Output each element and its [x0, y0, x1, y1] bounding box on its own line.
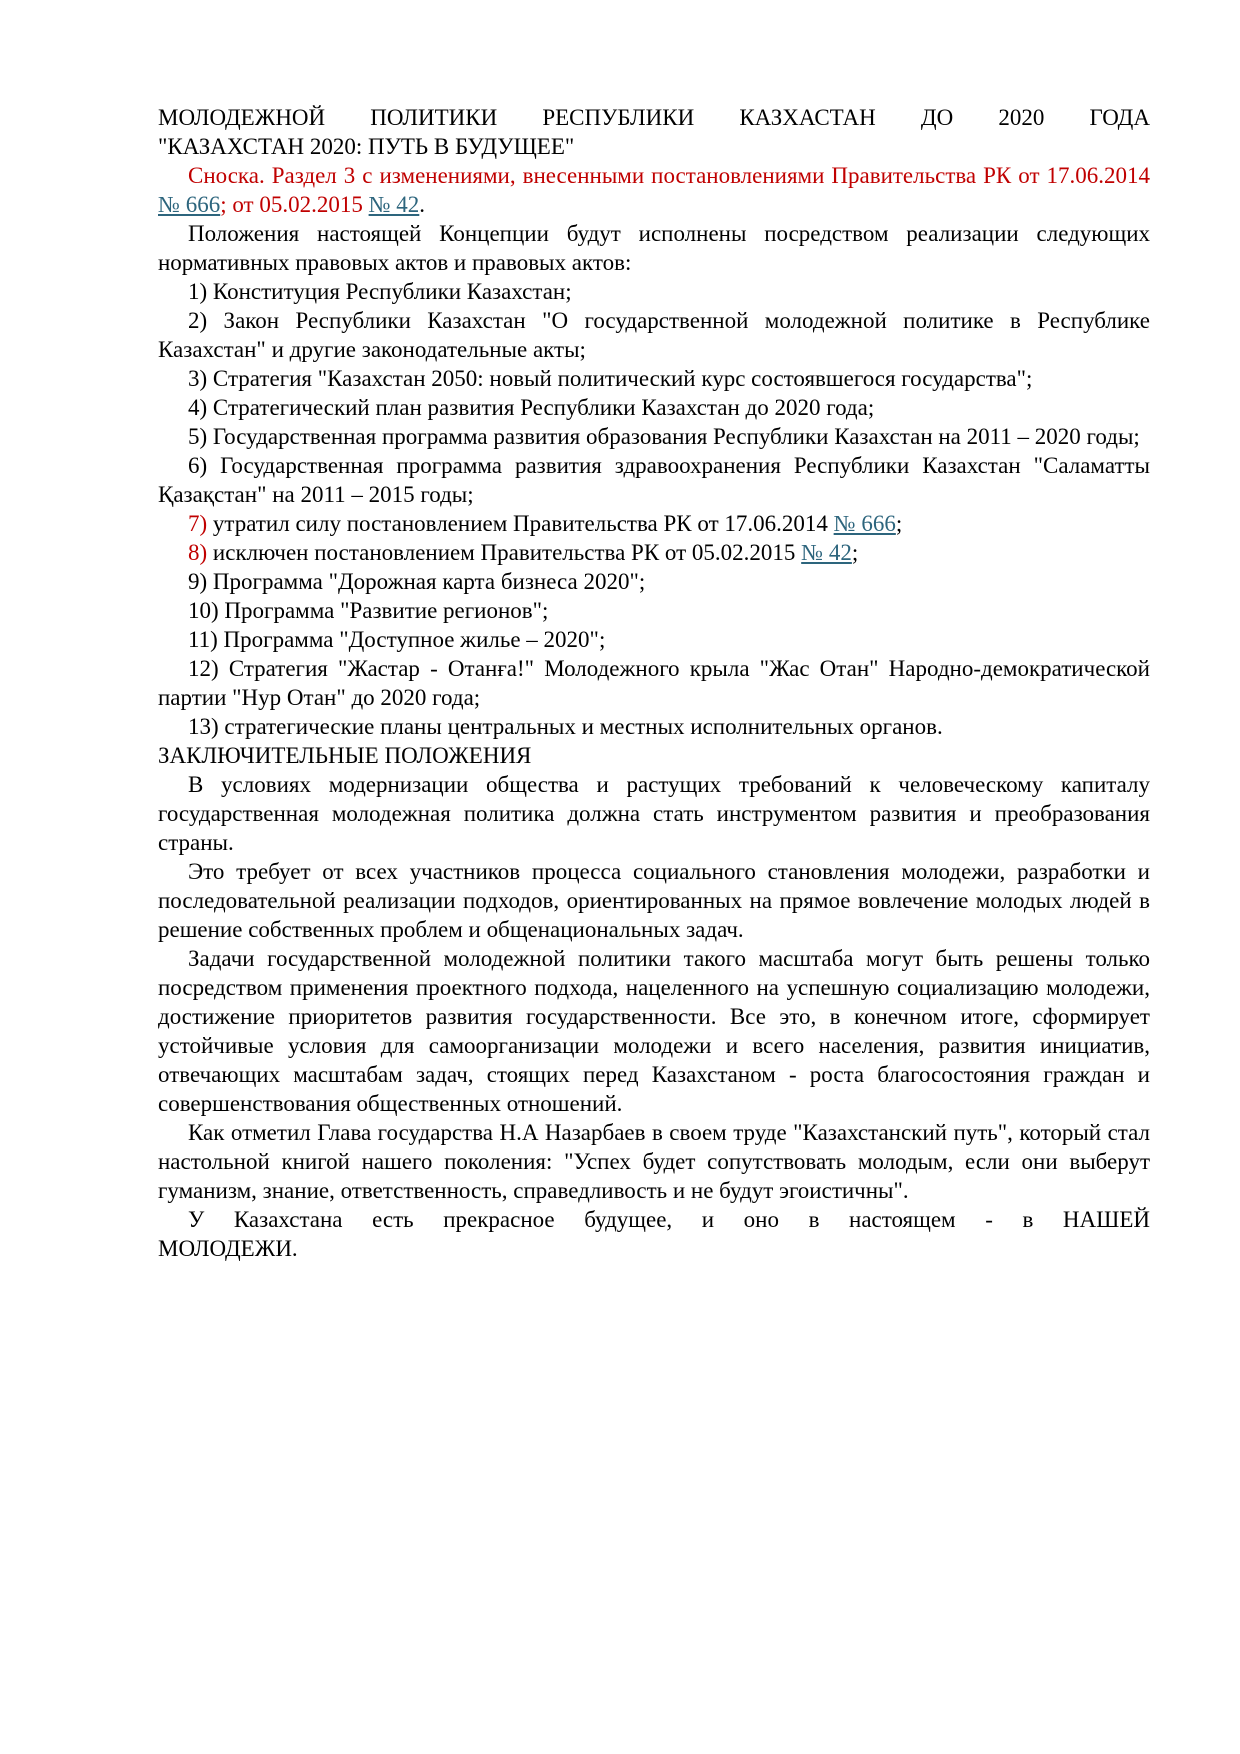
list-item-11: [158, 625, 1150, 654]
text-segment: ; от 05.02.2015: [220, 192, 369, 217]
list-item-1: [158, 277, 1150, 306]
text-segment: Сноска. Раздел 3 с изменениями, внесенными постановлениями Правительства РК от 17.06.2014: [188, 163, 1150, 188]
text-segment: 6) Государственная программа развития здравоохранения Республики Казахстан "Саламатты Қазақстан" на 2011 – 2015 годы;: [158, 453, 1150, 507]
text-segment: 11) Программа "Доступное жилье – 2020";: [188, 627, 606, 652]
list-item-9: [158, 567, 1150, 596]
footnote: [158, 161, 1150, 219]
document-body: [158, 103, 1150, 1263]
text-segment: 4) Стратегический план развития Республики Казахстан до 2020 года;: [188, 395, 875, 420]
paragraph-future-line-2: [158, 1234, 1150, 1263]
list-item-7: [158, 509, 1150, 538]
text-segment: ;: [851, 540, 859, 565]
list-item-6: [158, 451, 1150, 509]
paragraph-future-line-1: [158, 1205, 1150, 1234]
text-segment: исключен постановлением Правительства РК от 05.02.2015: [207, 540, 802, 565]
text-segment: 1) Конституция Республики Казахстан;: [188, 279, 572, 304]
section-heading-final-provisions: [158, 741, 1150, 770]
list-item-13: [158, 712, 1150, 741]
text-segment: "КАЗАХСТАН 2020: ПУТЬ В БУДУЩЕЕ": [158, 134, 575, 159]
text-segment: Задачи государственной молодежной политики такого масштаба могут быть решены только посредством применения проектного подхода, нацеленного на успешную социализацию молодежи, достижение приоритетов развития государственности. Все это, в конечном итоге, сформирует устойчивые условия для самоорганизации молодежи и всего населения, развития инициатив, отвечающих масштабам задач, стоящих перед Казахстаном - роста благосостояния граждан и совершенствования общественных отношений.: [158, 946, 1150, 1116]
text-segment: 12) Стратегия "Жастар - Отанға!" Молодежного крыла "Жас Отан" Народно-демократической партии "Нур Отан" до 2020 года;: [158, 656, 1150, 710]
list-item-12: [158, 654, 1150, 712]
paragraph-modernization: [158, 770, 1150, 857]
text-segment: Положения настоящей Концепции будут исполнены посредством реализации следующих нормативных правовых актов и правовых актов:: [158, 221, 1150, 275]
list-item-5: [158, 422, 1150, 451]
link-resolution-666[interactable]: № 666: [833, 511, 896, 536]
title-line-1: [158, 103, 1150, 132]
text-segment: 8): [188, 540, 208, 565]
text-segment: МОЛОДЕЖИ.: [158, 1236, 298, 1261]
text-segment: Это требует от всех участников процесса социального становления молодежи, разработки и последовательной реализации подходов, ориентированных на прямое вовлечение молодых людей в решение собственных проблем и общенациональных задач.: [158, 859, 1150, 942]
text-segment: ЗАКЛЮЧИТЕЛЬНЫЕ ПОЛОЖЕНИЯ: [158, 743, 532, 768]
link-resolution-42[interactable]: № 42: [368, 192, 420, 217]
paragraph-nazarbayev-quote: [158, 1118, 1150, 1205]
text-segment: 5) Государственная программа развития образования Республики Казахстан на 2011 – 2020 годы;: [188, 424, 1140, 449]
list-item-3: [158, 364, 1150, 393]
link-resolution-666[interactable]: № 666: [158, 192, 221, 217]
paragraph-participants: [158, 857, 1150, 944]
list-item-8: [158, 538, 1150, 567]
text-segment: 9) Программа "Дорожная карта бизнеса 2020";: [188, 569, 646, 594]
list-item-4: [158, 393, 1150, 422]
text-segment: .: [419, 192, 426, 217]
link-resolution-42[interactable]: № 42: [801, 540, 852, 565]
text-segment: У Казахстана есть прекрасное будущее, и оно в настоящем - в НАШЕЙ: [188, 1207, 1150, 1232]
text-segment: 3) Стратегия "Казахстан 2050: новый политический курс состоявшегося государства";: [188, 366, 1033, 391]
text-segment: 10) Программа "Развитие регионов";: [188, 598, 549, 623]
text-segment: 2) Закон Республики Казахстан "О государственной молодежной политике в Республике Казахстан" и другие законодательные акты;: [158, 308, 1150, 362]
text-segment: В условиях модернизации общества и растущих требований к человеческому капиталу государственная молодежная политика должна стать инструментом развития и преобразования страны.: [158, 772, 1150, 855]
text-segment: 7): [188, 511, 208, 536]
list-item-2: [158, 306, 1150, 364]
text-segment: ;: [895, 511, 903, 536]
text-segment: 13) стратегические планы центральных и местных исполнительных органов.: [188, 714, 943, 739]
paragraph-project-approach: [158, 944, 1150, 1118]
text-segment: МОЛОДЕЖНОЙ ПОЛИТИКИ РЕСПУБЛИКИ КАЗХАСТАН ДО 2020 ГОДА: [158, 105, 1150, 130]
paragraph-implementation-intro: [158, 219, 1150, 277]
title-line-2: [158, 132, 1150, 161]
text-segment: Как отметил Глава государства Н.А Назарбаев в своем труде "Казахстанский путь", который стал настольной книгой нашего поколения: "Успех будет сопутствовать молодым, если они выберут гуманизм, знание, ответственность, справедливость и не будут эгоистичны".: [158, 1120, 1150, 1203]
text-segment: утратил силу постановлением Правительства РК от 17.06.2014: [207, 511, 834, 536]
list-item-10: [158, 596, 1150, 625]
